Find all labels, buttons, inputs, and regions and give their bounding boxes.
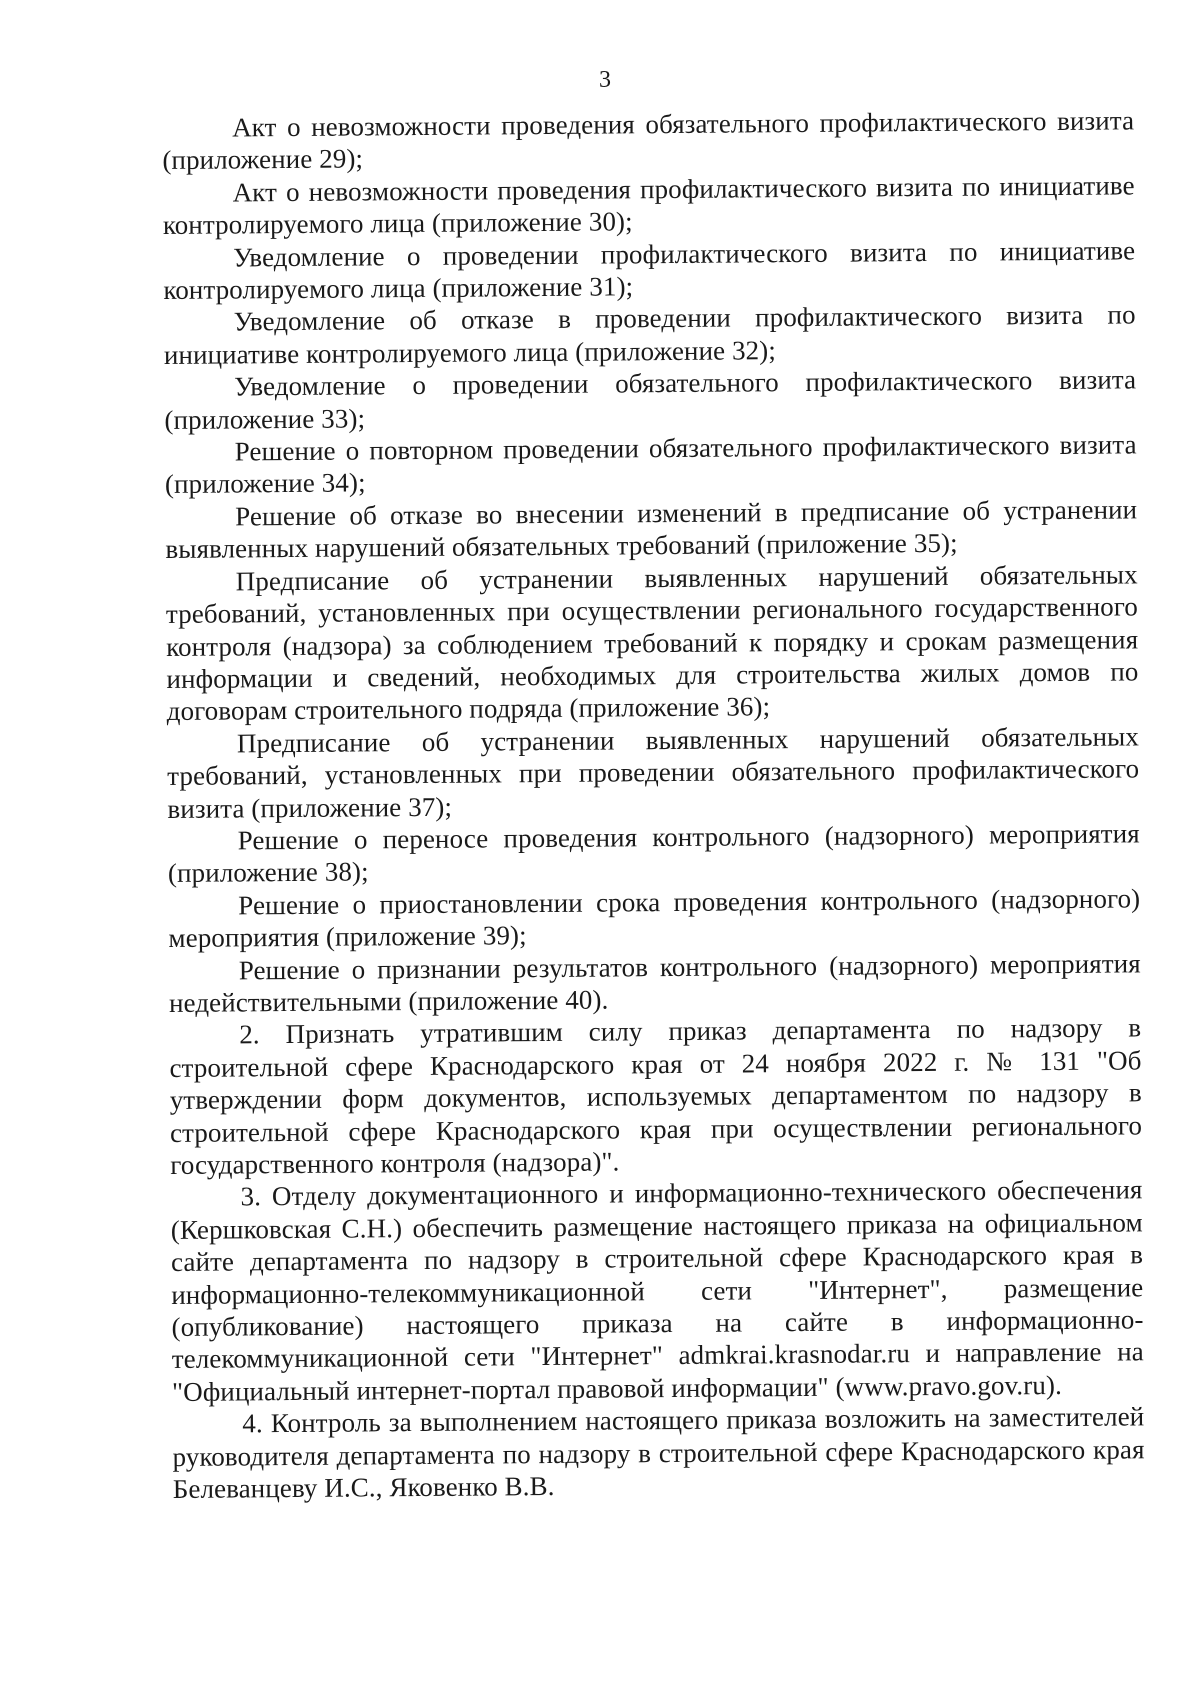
document-body — [162, 104, 1145, 1505]
paragraph-notice-visit-initiative: Уведомление о проведении профилактического визита по инициативе контролируемого лица (приложение 31); — [163, 234, 1136, 306]
paragraph-decision-repeat-visit: Решение о повторном проведении обязательного профилактического визита (приложение 34); — [164, 429, 1137, 500]
paragraph-order-regional-control: Предписание об устранении выявленных нарушений обязательных требований, установленных при осуществлении регионального государственного контроля (надзора) за соблюдением требований к порядку и срокам размещения информации и сведений, необходимых для строительства жилых домов по договорам строительного подряда (приложение 36); — [165, 559, 1139, 727]
paragraph-act-impossibility-mandatory-visit: Акт о невозможности проведения обязательного профилактического визита (приложение 29); — [162, 105, 1135, 176]
paragraph-act-impossibility-initiative-visit: Акт о невозможности проведения профилактического визита по инициативе контролируемого лица (приложение 30); — [162, 170, 1135, 241]
paragraph-item-3-publication: 3. Отделу документационного и информационно-технического обеспечения (Кершковская С.Н.) обеспечить размещение настоящего приказа на официальном сайте департамента по надзору в строительной сфере Краснодарского края в информационно-телекоммуникационной сети "Интернет", размещение (опубликование) настоящего приказа на сайте в информационно-телекоммуникационной сети "Интернет" admkrai.krasnodar.ru и направление на "Официальный интернет-портал правовой информации" (www.pravo.gov.ru). — [170, 1174, 1144, 1407]
paragraph-decision-postpone: Решение о переносе проведения контрольного (надзорного) мероприятия (приложение 38); — [167, 818, 1140, 889]
paragraph-decision-suspend: Решение о приостановлении срока проведения контрольного (надзорного) мероприятия (приложение 39); — [168, 883, 1141, 954]
page-number: 3 — [599, 67, 611, 93]
paragraph-item-4-control: 4. Контроль за выполнением настоящего приказа возложить на заместителей руководителя департамента по надзору в строительной сфере Краснодарского края Белеванцеву И.С., Яковенко В.В. — [172, 1401, 1145, 1505]
paragraph-notice-refusal-visit: Уведомление об отказе в проведении профилактического визита по инициативе контролируемого лица (приложение 32); — [163, 299, 1136, 370]
paragraph-order-mandatory-visit: Предписание об устранении выявленных нарушений обязательных требований, установленных при проведении обязательного профилактического визита (приложение 37); — [167, 721, 1140, 824]
paragraph-decision-invalid-results: Решение о признании результатов контрольного (надзорного) мероприятия недействительными (приложение 40). — [168, 947, 1141, 1018]
paragraph-notice-mandatory-visit: Уведомление о проведении обязательного профилактического визита (приложение 33); — [164, 364, 1137, 435]
paragraph-item-2-repeal: 2. Признать утратившим силу приказ департамента по надзору в строительной сфере Краснодарского края от 24 ноября 2022 г. № 131 "Об утверждении форм документов, используемых департаментом по надзору в строительной сфере Краснодарского края при осуществлении регионального государственного контроля (надзора)". — [169, 1012, 1143, 1180]
paragraph-decision-refusal-changes: Решение об отказе во внесении изменений в предписание об устранении выявленных нарушений обязательных требований (приложение 35); — [165, 494, 1138, 565]
